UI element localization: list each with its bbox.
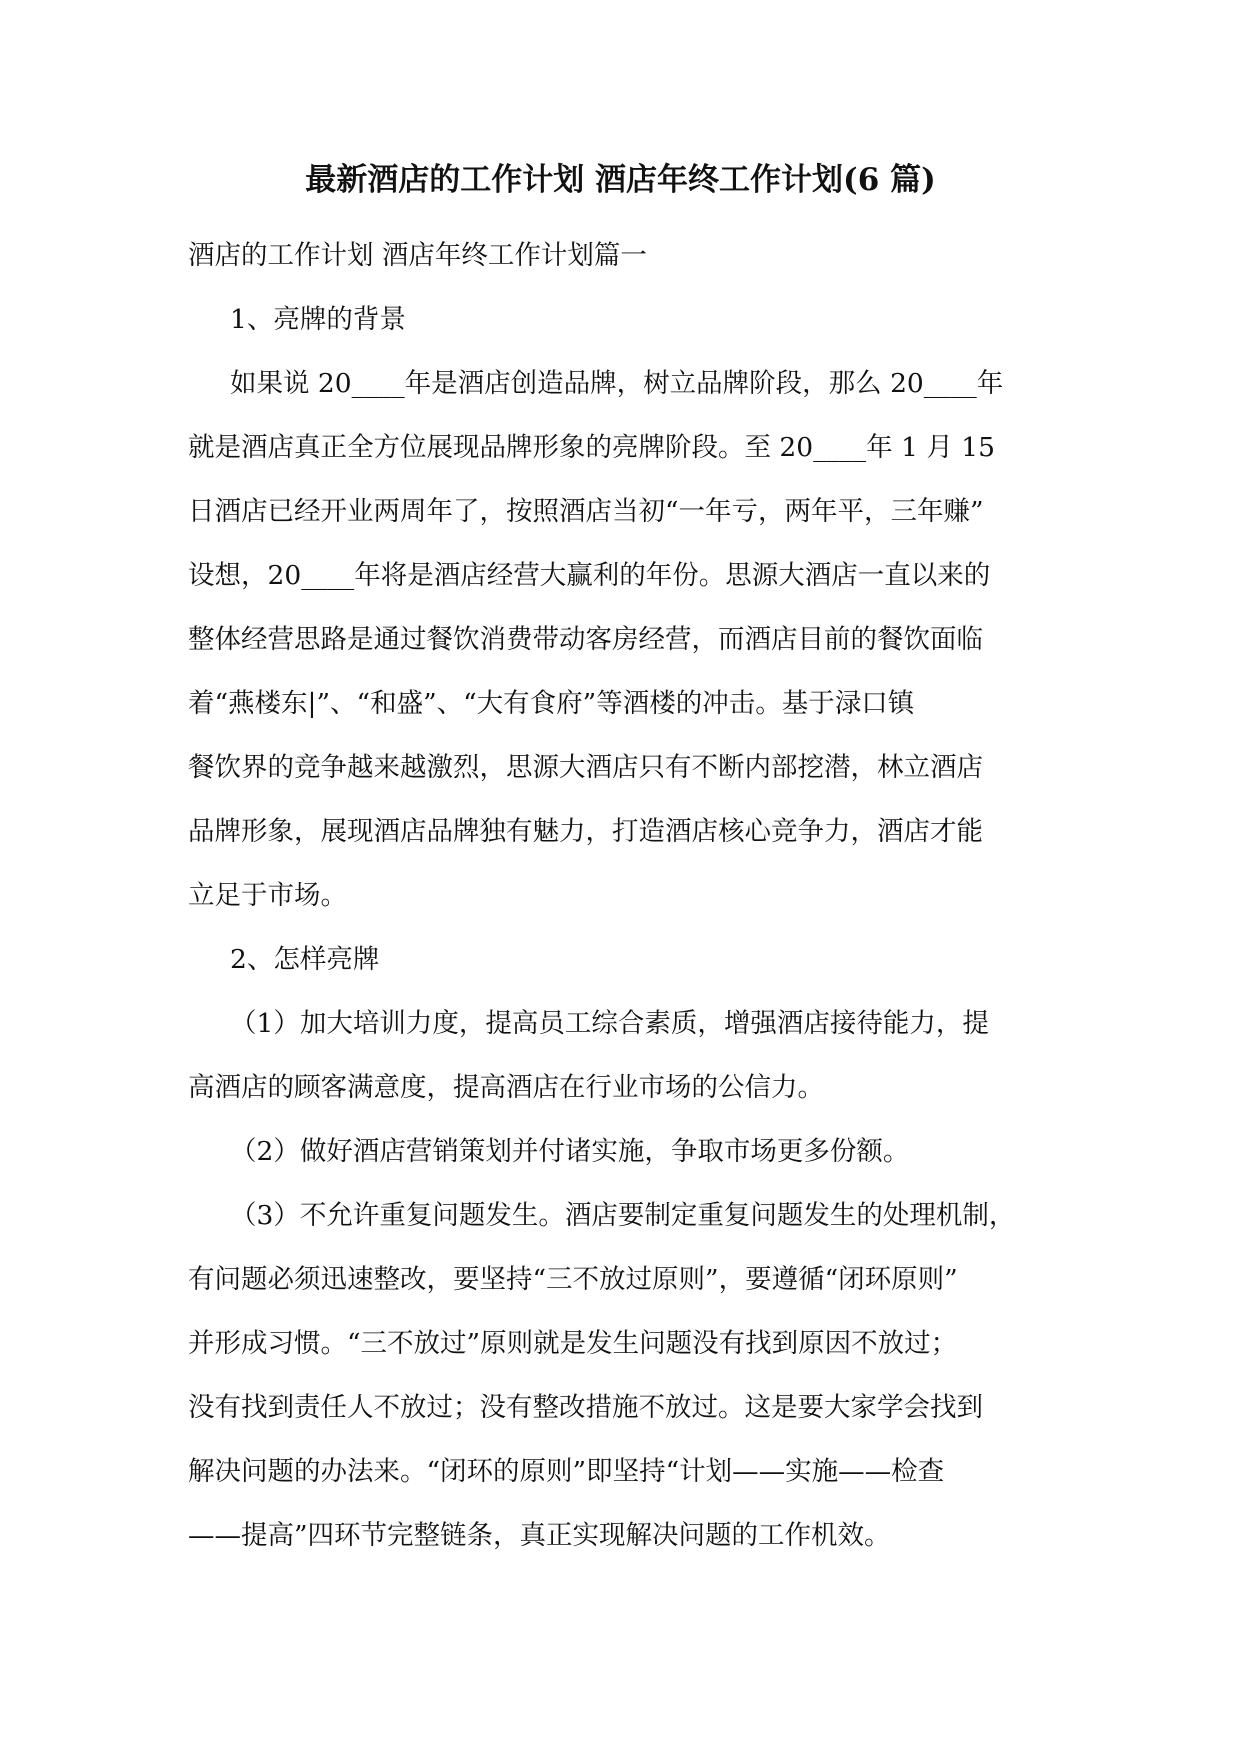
text-line: 有问题必须迅速整改，要坚持“三不放过原则”，要遵循“闭环原则” xyxy=(188,1264,958,1295)
text-line: 整体经营思路是通过餐饮消费带动客房经营，而酒店目前的餐饮面临 xyxy=(188,624,983,655)
document-title: 最新酒店的工作计划 酒店年终工作计划(6 篇) xyxy=(305,162,936,198)
text-line: 餐饮界的竞争越来越激烈，思源大酒店只有不断内部挖潜，林立酒店 xyxy=(188,752,983,783)
text-line: 2、怎样亮牌 xyxy=(230,944,380,975)
text-line: （2）做好酒店营销策划并付诸实施，争取市场更多份额。 xyxy=(230,1136,910,1167)
text-line: 日酒店已经开业两周年了，按照酒店当初“一年亏，两年平，三年赚” xyxy=(188,496,984,527)
text-line: ——提高”四环节完整链条，真正实现解决问题的工作机效。 xyxy=(188,1520,891,1551)
text-line: 并形成习惯。“三不放过”原则就是发生问题没有找到原因不放过； xyxy=(188,1328,958,1359)
text-line: 酒店的工作计划 酒店年终工作计划篇一 xyxy=(188,240,647,271)
text-line: 解决问题的办法来。“闭环的原则”即坚持“计划——实施——检查 xyxy=(188,1456,945,1487)
text-line: 设想，20____年将是酒店经营大赢利的年份。思源大酒店一直以来的 xyxy=(188,560,991,591)
text-line: 着“燕楼东|”、“和盛”、“大有食府”等酒楼的冲击。基于渌口镇 xyxy=(188,688,915,719)
text-line: （1）加大培训力度，提高员工综合素质，增强酒店接待能力，提 xyxy=(230,1008,989,1039)
text-line: 没有找到责任人不放过；没有整改措施不放过。这是要大家学会找到 xyxy=(188,1392,983,1423)
text-line: 如果说 20____年是酒店创造品牌，树立品牌阶段，那么 20____年 xyxy=(230,368,1004,399)
text-line: 就是酒店真正全方位展现品牌形象的亮牌阶段。至 20____年 1 月 15 xyxy=(188,432,995,463)
text-line: 1、亮牌的背景 xyxy=(230,304,406,335)
text-line: 立足于市场。 xyxy=(188,880,347,911)
text-line: 高酒店的顾客满意度，提高酒店在行业市场的公信力。 xyxy=(188,1072,824,1103)
text-line: 品牌形象，展现酒店品牌独有魅力，打造酒店核心竞争力，酒店才能 xyxy=(188,816,983,847)
document-body xyxy=(188,224,1058,1568)
text-line: （3）不允许重复问题发生。酒店要制定重复问题发生的处理机制， xyxy=(230,1200,1016,1231)
